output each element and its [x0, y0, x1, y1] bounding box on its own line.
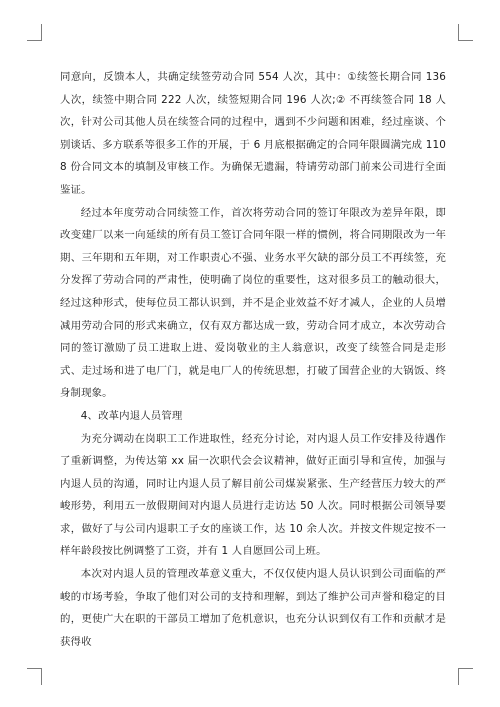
crop-mark-bottom-right — [458, 668, 473, 685]
crop-mark-top-left — [27, 24, 42, 41]
crop-mark-top-right — [458, 24, 473, 41]
section-heading-retiree-management: 4、改革内退人员管理 — [80, 409, 183, 422]
paragraph-contract-renewal-summary: 同意向，反馈本人，共确定续签劳动合同 554 人次，其中：①续签长期合同 136 人次，续签中期合同 222 人次，续签短期合同 196 人次;② 不再续签合同 18 人次，针对公司其他人员在续签合同的过程中，遇到不少问题和困难，经过座谈、个别谈话、多方联系等很多工作的开展，于 6 月底根据确定的合同年限圆满完成 1108 份合同文本的填制及审核工作。为确保无遗漏，特请劳动部门前来公司进行全面鉴证。 — [60, 71, 446, 196]
paragraph-retiree-reform-significance: 本次对内退人员的管理改革意义重大，不仅仅使内退人员认识到公司面临的严峻的市场考验，争取了他们对公司的支持和理解，到达了维护公司声誉和稳定的目的，更使广大在职的干部员工增加了危机意识，也充分认识到仅有工作和贡献才是获得收 — [60, 568, 446, 648]
paragraph-retiree-adjustments: 为充分调动在岗职工工作进取性，经充分讨论，对内退人员工作安排及待遇作了重新调整，为传达第 xx 届一次职代会会议精神，做好正面引导和宣传，加强与内退人员的沟通，同时让内退人员了解目前公司煤炭紧张、生产经营压力较大的严峻形势，利用五一放假期间对内退人员进行走访达 50 人次。同时根据公司领导要求，做好了与公司内退职工子女的座谈工作，达 10 余人次。并按文件规定按不一样年龄段按比例调整了工资，并有 1 人自愿回公司上班。 — [60, 432, 446, 558]
paragraph-contract-reform-effect: 经过本年度劳动合同续签工作，首次将劳动合同的签订年限改为差异年限，即改变建厂以来一向延续的所有员工签订合同年限一样的惯例，将合同期限改为一年期、三年期和五年期，对工作职责心不强、业务水平欠缺的部分员工不再续签，充分发挥了劳动合同的严肃性，使明确了岗位的重要性，这对很多员工的触动很大，经过这种形式，使每位员工都认识到，并不是企业效益不好才减人，企业的人员增减用劳动合同的形式来确立，仅有双方都达成一致，劳动合同才成立，本次劳动合同的签订激励了员工进取上进、爱岗敬业的主人翁意识，改变了续签合同是走形式、走过场和进了电厂门，就是电厂人的传统思想，打破了国营企业的大锅饭、终身制现象。 — [60, 206, 446, 400]
document-body — [60, 66, 446, 653]
crop-mark-bottom-left — [27, 668, 42, 685]
